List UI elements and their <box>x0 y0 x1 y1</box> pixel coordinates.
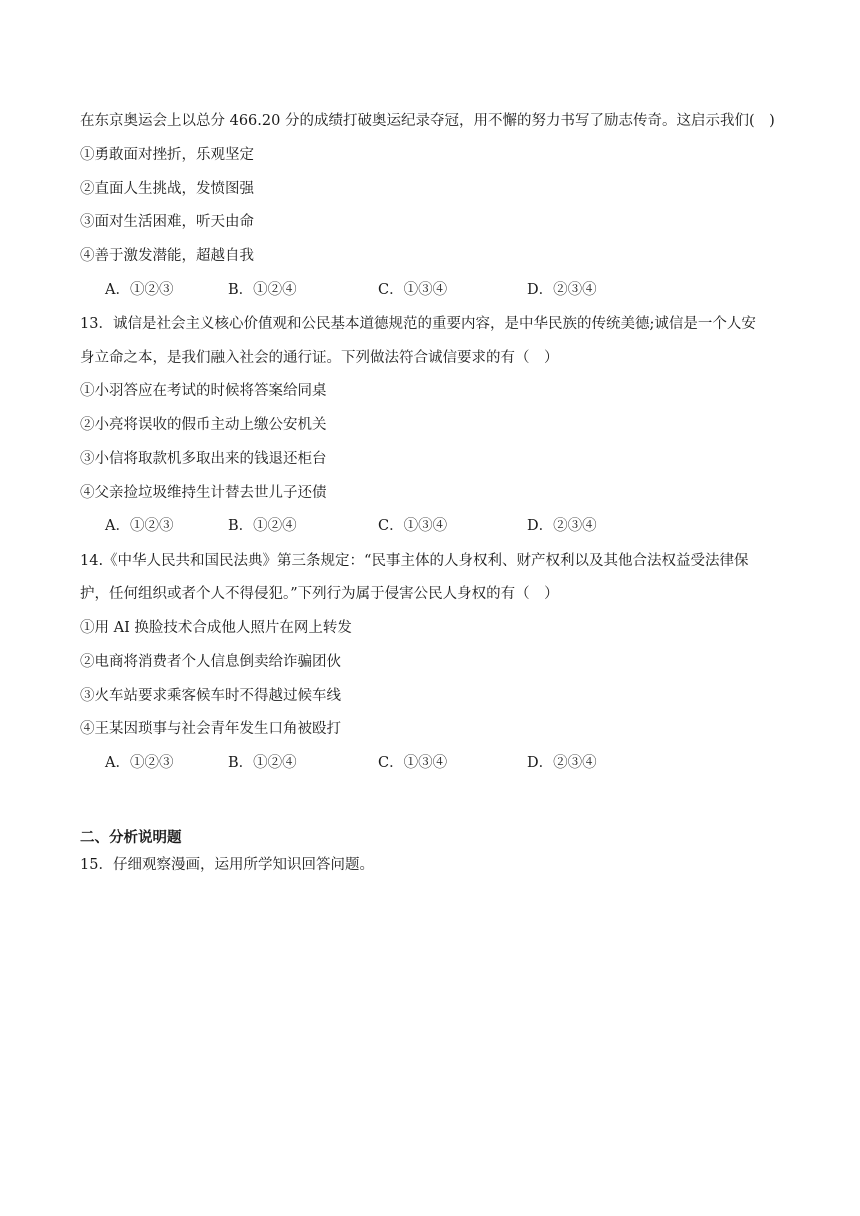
q14-option-c: C．①③④ <box>378 755 448 771</box>
q12-option-c: C．①③④ <box>378 282 448 298</box>
q12-item-4: ④善于激发潜能，超越自我 <box>80 248 254 264</box>
q14-options <box>105 753 805 773</box>
q12-options <box>105 280 805 300</box>
q12-item-2: ②直面人生挑战，发愤图强 <box>80 181 254 197</box>
q15-stem: 15．仔细观察漫画，运用所学知识回答问题。 <box>80 857 374 873</box>
q12-stem: 在东京奥运会上以总分 466.20 分的成绩打破奥运纪录夺冠，用不懈的努力书写了励志传奇。这启示我们( ) <box>80 113 775 129</box>
q13-stem-line-1: 13．诚信是社会主义核心价值观和公民基本道德规范的重要内容，是中华民族的传统美德;诚信是一个人安 <box>80 316 756 332</box>
q13-option-d: D．②③④ <box>527 518 597 534</box>
q12-option-b: B．①②④ <box>228 282 297 298</box>
q14-item-1: ①用 AI 换脸技术合成他人照片在网上转发 <box>80 620 352 636</box>
q13-option-b: B．①②④ <box>228 518 297 534</box>
q14-item-2: ②电商将消费者个人信息倒卖给诈骗团伙 <box>80 654 341 670</box>
q14-stem-line-2: 护，任何组织或者个人不得侵犯。”下列行为属于侵害公民人身权的有（ ） <box>80 586 559 602</box>
q12-option-d: D．②③④ <box>527 282 597 298</box>
q12-option-a: A．①②③ <box>105 282 174 298</box>
q12-item-3: ③面对生活困难，听天由命 <box>80 214 254 230</box>
section-title: 二、分析说明题 <box>80 830 182 846</box>
q14-option-b: B．①②④ <box>228 755 297 771</box>
q12-item-1: ①勇敢面对挫折，乐观坚定 <box>80 147 254 163</box>
q14-item-4: ④王某因琐事与社会青年发生口角被殴打 <box>80 721 341 737</box>
q13-option-a: A．①②③ <box>105 518 174 534</box>
q13-options <box>105 516 805 536</box>
q13-item-2: ②小亮将误收的假币主动上缴公安机关 <box>80 417 327 433</box>
q14-stem-line-1: 14.《中华人民共和国民法典》第三条规定：“民事主体的人身权利、财产权利以及其他合法权益受法律保 <box>80 553 749 569</box>
q14-option-a: A．①②③ <box>105 755 174 771</box>
q13-option-c: C．①③④ <box>378 518 448 534</box>
q14-option-d: D．②③④ <box>527 755 597 771</box>
q14-item-3: ③火车站要求乘客候车时不得越过候车线 <box>80 688 341 704</box>
q13-item-4: ④父亲捡垃圾维持生计替去世儿子还债 <box>80 485 327 501</box>
q13-stem-line-2: 身立命之本，是我们融入社会的通行证。下列做法符合诚信要求的有（ ） <box>80 350 559 366</box>
q13-item-3: ③小信将取款机多取出来的钱退还柜台 <box>80 451 327 467</box>
q13-item-1: ①小羽答应在考试的时候将答案给同桌 <box>80 383 327 399</box>
